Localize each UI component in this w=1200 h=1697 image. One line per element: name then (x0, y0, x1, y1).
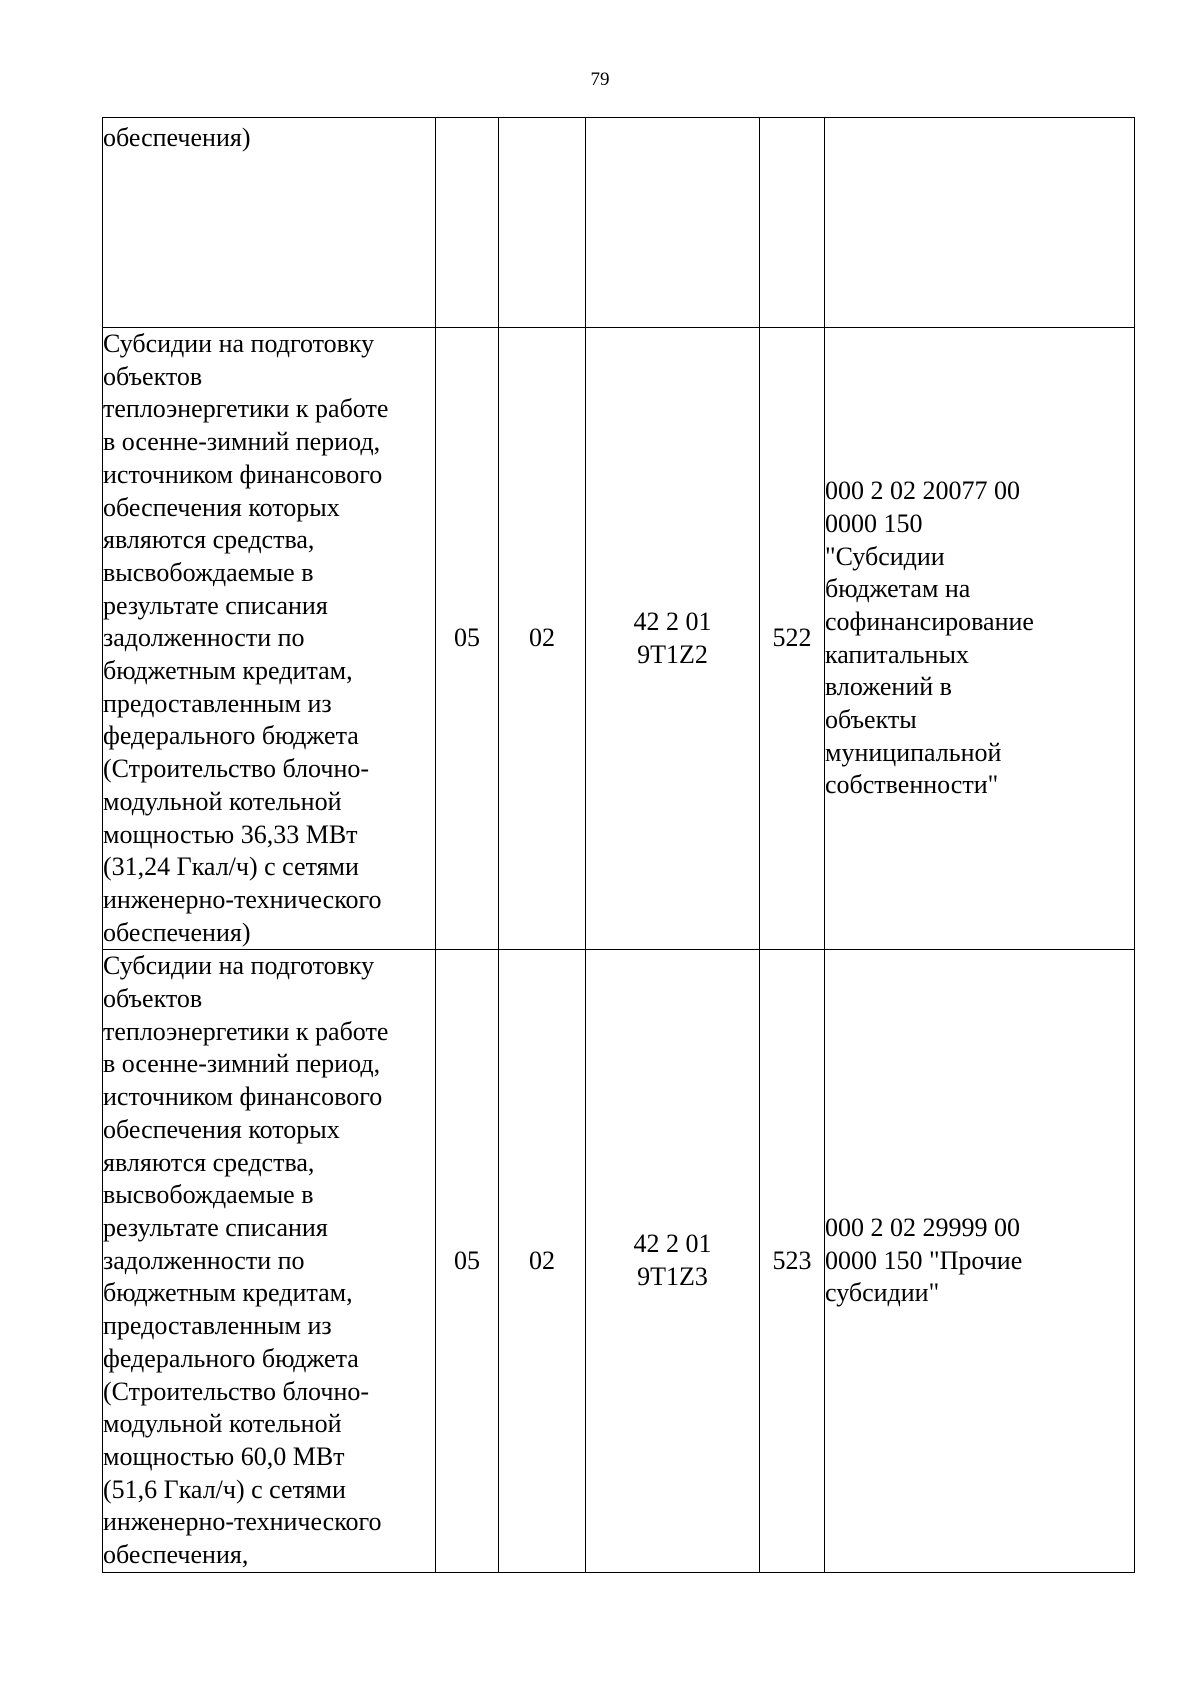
subsection-cell: 02 (499, 328, 586, 950)
page-number: 79 (590, 69, 610, 90)
subsection-cell: 02 (499, 950, 586, 1572)
target-article-cell: 42 2 01 9T1Z2 (586, 328, 760, 950)
section-cell: 05 (436, 328, 499, 950)
revenue-code-cell (825, 118, 1135, 328)
row-name-cell: Субсидии на подготовку объектов теплоэнергетики к работе в осенне-зимний период, источником финансового обеспечения которых являются средства, высвобождаемые в результате списания задолженности по бюджетным кредитам, предоставленным из федерального бюджета (Строительство блочно- модульной котельной мощностью 60,0 МВт (51,6 Гкал/ч) с сетями инженерно-технического обеспечения, (103, 950, 436, 1572)
revenue-code-cell: 000 2 02 20077 00 0000 150 "Субсидии бюджетам на софинансирование капитальных вложений в объекты муниципальной собственности" (825, 328, 1135, 950)
table-row (103, 118, 1135, 328)
section-cell (436, 118, 499, 328)
table-row (103, 950, 1135, 1572)
row-name-cell: Субсидии на подготовку объектов теплоэнергетики к работе в осенне-зимний период, источником финансового обеспечения которых являются средства, высвобождаемые в результате списания задолженности по бюджетным кредитам, предоставленным из федерального бюджета (Строительство блочно- модульной котельной мощностью 36,33 МВт (31,24 Гкал/ч) с сетями инженерно-технического обеспечения) (103, 328, 436, 950)
section-cell: 05 (436, 950, 499, 1572)
expense-type-cell: 523 (760, 950, 825, 1572)
expense-type-cell: 522 (760, 328, 825, 950)
expense-type-cell (760, 118, 825, 328)
row-name-cell: обеспечения) (103, 118, 436, 328)
subsection-cell (499, 118, 586, 328)
budget-table (102, 117, 1135, 1573)
target-article-cell: 42 2 01 9T1Z3 (586, 950, 760, 1572)
target-article-cell (586, 118, 760, 328)
revenue-code-cell: 000 2 02 29999 00 0000 150 "Прочие субсидии" (825, 950, 1135, 1572)
table-row (103, 328, 1135, 950)
